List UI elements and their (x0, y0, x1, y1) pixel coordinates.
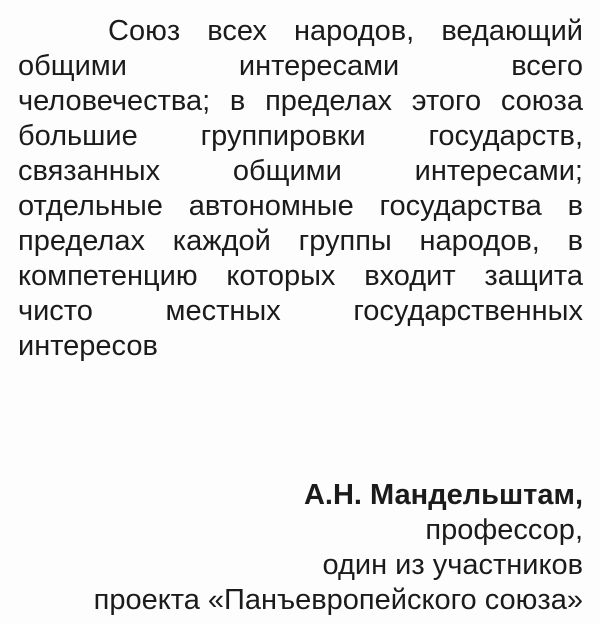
quote-line: отдельные автономные государства в (18, 190, 583, 222)
attribution-project: проекта «Панъевропейского союза» (93, 584, 583, 616)
quote-line: общими интересами всего (18, 50, 583, 82)
attribution-name: А.Н. Мандельштам, (303, 479, 583, 511)
attribution-role: один из участников (322, 549, 583, 581)
quote-line: компетенцию которых входит защита (18, 260, 583, 292)
quote-line: чисто местных государственных (18, 295, 583, 327)
quote-line: интересов (18, 330, 158, 362)
quote-line: человечества; в пределах этого союза (18, 85, 583, 117)
attribution-block (18, 478, 583, 618)
quote-line: большие группировки государств, (18, 120, 583, 152)
quote-line: связанных общими интересами; (18, 155, 583, 187)
quote-line: пределах каждой группы народов, в (18, 225, 583, 257)
quote-paragraph (18, 14, 583, 364)
attribution-title: профессор, (425, 514, 583, 546)
quote-line: Союз всех народов, ведающий (108, 15, 583, 47)
vertical-spacer (18, 364, 583, 478)
